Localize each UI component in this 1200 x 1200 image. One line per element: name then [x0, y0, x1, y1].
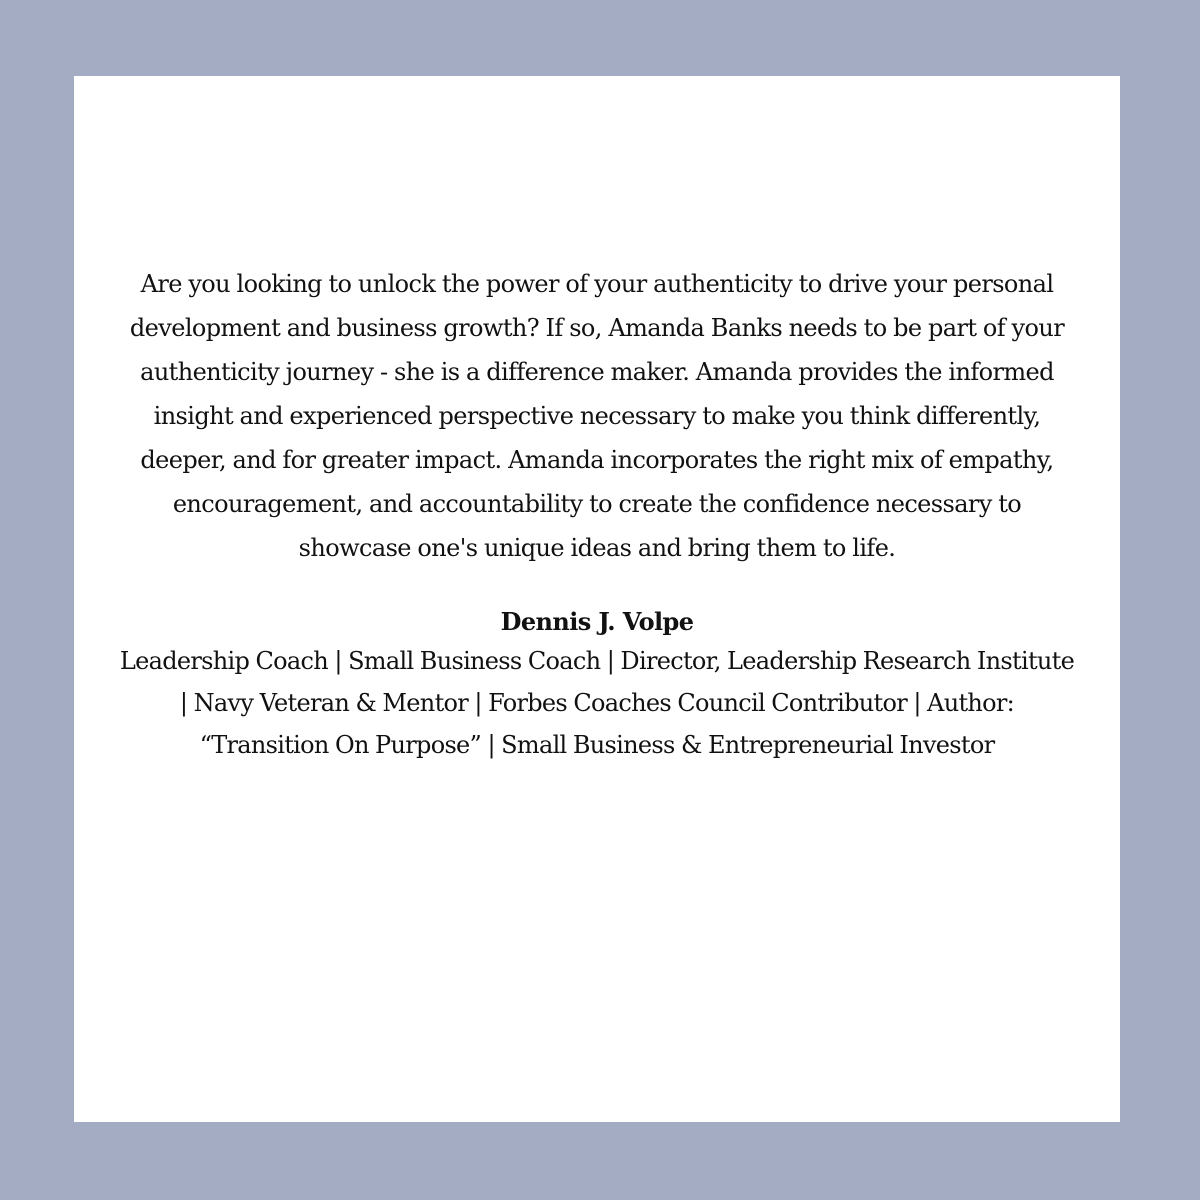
- testimonial-card: [74, 76, 1120, 1122]
- testimonial-content: [114, 262, 1080, 766]
- testimonial-quote: Are you looking to unlock the power of your authenticity to drive your personal development and business growth? If so, Amanda Banks needs to be part of your authenticity journey - she is a difference maker. Amanda provides the informed insight and experienced perspective necessary to make you think differently, deeper, and for greater impact. Amanda incorporates the right mix of empathy, encouragement, and accountability to create the confidence necessary to showcase one's unique ideas and bring them to life.: [129, 270, 1065, 562]
- testimonial-author-titles: Leadership Coach | Small Business Coach | Director, Leadership Research Institute | Navy Veteran & Mentor | Forbes Coaches Council Contributor | Author: “Transition On Purpose” | Small Business & Entrepreneurial Investor: [119, 647, 1075, 759]
- testimonial-author: Dennis J. Volpe: [500, 607, 694, 636]
